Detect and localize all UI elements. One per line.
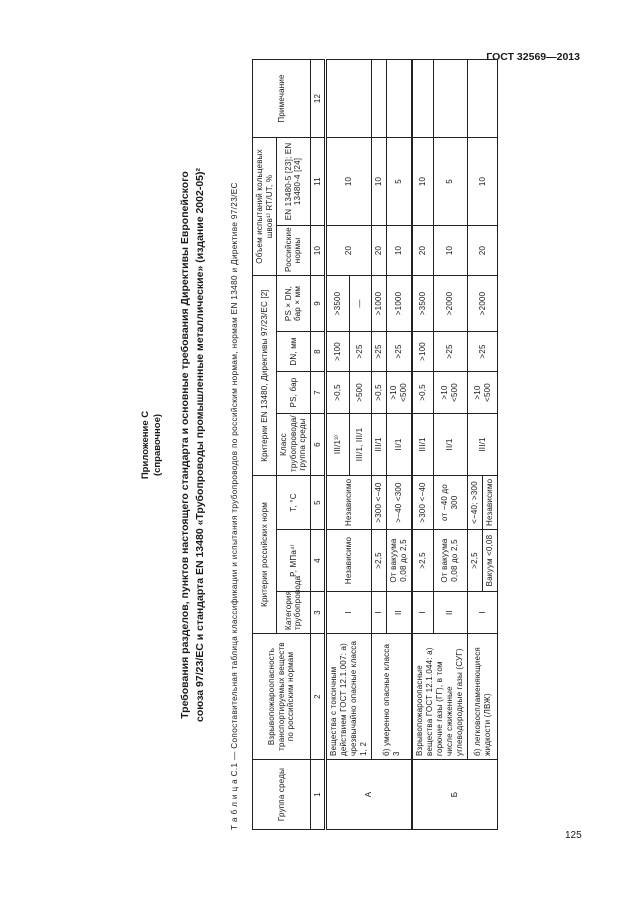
table-row (372, 59, 387, 829)
cell-category: I (326, 592, 372, 634)
appendix-title: Приложение С (140, 410, 151, 480)
cell-hazard: б) умеренно опасные класса 3 (372, 634, 413, 760)
th-ru-norms: Российские нормы (277, 225, 311, 275)
cell-class: III/1³⁾ (326, 413, 350, 475)
cell-ps: >10 <500 (387, 371, 413, 413)
cell-ps: >10 <500 (433, 371, 467, 413)
cell-class: III/1 (468, 413, 498, 475)
cell-class: II/1 (387, 413, 413, 475)
cell-ps-dn: >3500 (412, 275, 433, 331)
cell-pressure: >2,5 (372, 530, 387, 592)
th-group: Группа среды (253, 760, 311, 830)
cell-hazard: Вещества с токсичным действием ГОСТ 12.1.007: а) чрезвычайно опасные класса 1, 2 (326, 634, 372, 760)
cell-dn: >25 (387, 331, 413, 371)
cell-hazard: Взрывопожароопасные вещества ГОСТ 12.1.044: а) горючие газы (ГГ), в том числе сжиженные углеводородные газы (СУГ) (412, 634, 468, 760)
cell-note (387, 59, 413, 137)
document-title-line1: Требования разделов, пунктов настоящего стандарта и основные требования Директивы Европейского (179, 171, 191, 719)
col-index: 11 (310, 137, 326, 225)
col-index: 2 (310, 634, 326, 760)
cell-ps: >0,5 (412, 371, 433, 413)
appendix-heading (140, 60, 164, 830)
cell-temperature: >−40 <300 (387, 475, 413, 529)
table-row (468, 59, 483, 829)
cell-en-volume: 10 (412, 137, 433, 225)
cell-pressure: >2,5 (412, 530, 433, 592)
cell-dn: >25 (433, 331, 467, 371)
cell-ru-volume: 20 (326, 225, 372, 275)
col-index: 12 (310, 59, 326, 137)
cell-ps-dn: >1000 (387, 275, 413, 331)
cell-temperature: >300 <−40 (372, 475, 387, 529)
cell-temperature: Независимо (326, 475, 372, 529)
cell-category: II (387, 592, 413, 634)
th-ps-dn: PS × DN, бар × мм (277, 275, 311, 331)
cell-group: А (326, 760, 413, 830)
column-index-row (310, 59, 326, 829)
cell-ru-volume: 20 (412, 225, 433, 275)
appendix-subtitle: (справочное) (152, 413, 163, 477)
cell-ps: >0,5 (372, 371, 387, 413)
th-class: Класс трубопровода/ группа среды (277, 413, 311, 475)
cell-ru-volume: 10 (387, 225, 413, 275)
cell-group: Б (412, 760, 498, 830)
cell-class: III/1, III/1 (349, 413, 371, 475)
th-en-criteria: Критерии EN 13480, Директивы 97/23/ЕС [2] (253, 275, 277, 475)
cell-category: I (372, 592, 387, 634)
document-title (178, 60, 208, 830)
col-index: 5 (310, 475, 326, 529)
table-row (326, 59, 350, 829)
cell-pressure: От вакуума 0,08 до 2,5 (433, 530, 467, 592)
cell-category: II (433, 592, 467, 634)
cell-temperature: Независимо (483, 475, 498, 529)
col-index: 10 (310, 225, 326, 275)
th-p-mpa: P, МПа⁴⁾ (277, 530, 311, 592)
th-ru-criteria: Критерии российских норм (253, 475, 277, 633)
table-row (412, 59, 433, 829)
col-index: 7 (310, 371, 326, 413)
th-volume: Объем испытаний кольцевых швов¹⁾ RT/UT, % (253, 137, 277, 275)
cell-ps-dn: >1000 (372, 275, 387, 331)
cell-pressure: Вакуум <0,08 (483, 530, 498, 592)
cell-note (326, 59, 372, 137)
col-index: 8 (310, 331, 326, 371)
cell-category: I (412, 592, 433, 634)
cell-note (372, 59, 387, 137)
cell-pressure: >2,5 (468, 530, 483, 592)
col-index: 4 (310, 530, 326, 592)
cell-ps-dn: — (349, 275, 371, 331)
table-caption: Т а б л и ц а С.1 — Сопоставительная таблица классификации и испытания трубопроводов по российским нормам, нормам EN 13480 и Директиве 97/23/ЕС (230, 182, 239, 830)
cell-ps-dn: >2000 (433, 275, 467, 331)
cell-pressure: От вакуума 0,08 до 2,5 (387, 530, 413, 592)
col-index: 3 (310, 592, 326, 634)
standard-header: ГОСТ 32569—2013 (486, 51, 580, 63)
cell-class: II/1 (433, 413, 467, 475)
cell-dn: >100 (412, 331, 433, 371)
cell-en-volume: 5 (433, 137, 467, 225)
th-en-norms: EN 13480-5 [23]; EN 13480-4 [24] (277, 137, 311, 225)
cell-ru-volume: 10 (433, 225, 467, 275)
cell-ps-dn: >2000 (468, 275, 498, 331)
cell-en-volume: 10 (326, 137, 372, 225)
th-note: Примечание (253, 59, 311, 137)
cell-ps: >500 (349, 371, 371, 413)
cell-dn: >25 (349, 331, 371, 371)
cell-class: III/1 (412, 413, 433, 475)
cell-pressure: Независимо (326, 530, 372, 592)
cell-en-volume: 10 (468, 137, 498, 225)
cell-dn: >100 (326, 331, 350, 371)
cell-ps: >0,5 (326, 371, 350, 413)
th-dn-mm: DN, мм (277, 331, 311, 371)
cell-temperature: <−40; >300 (468, 475, 483, 529)
cell-note (412, 59, 433, 137)
cell-ps-dn: >3500 (326, 275, 350, 331)
col-index: 1 (310, 760, 326, 830)
cell-ru-volume: 20 (372, 225, 387, 275)
rotated-content (140, 60, 600, 830)
th-hazard: Взрывопожароопасность транспортируемых веществ по российским нормам (253, 634, 311, 760)
cell-class: III/1 (372, 413, 387, 475)
th-category: Категория трубопровода (277, 592, 311, 634)
cell-note (468, 59, 498, 137)
th-ps-bar: PS, бар (277, 371, 311, 413)
page-number: 125 (565, 830, 582, 841)
cell-temperature: от −40 до 300 (433, 475, 467, 529)
cell-ru-volume: 20 (468, 225, 498, 275)
comparison-table (252, 59, 498, 830)
cell-category: I (468, 592, 498, 634)
cell-en-volume: 5 (387, 137, 413, 225)
cell-dn: >25 (372, 331, 387, 371)
cell-note (433, 59, 467, 137)
cell-ps: >10 <500 (468, 371, 498, 413)
cell-hazard: б) легковоспламеняющиеся жидкости (ЛВЖ) (468, 634, 498, 760)
col-index: 6 (310, 413, 326, 475)
cell-en-volume: 10 (372, 137, 387, 225)
cell-dn: >25 (468, 331, 498, 371)
th-t-c: T, °C (277, 475, 311, 529)
col-index: 9 (310, 275, 326, 331)
cell-temperature: >300 <−40 (412, 475, 433, 529)
document-title-line2: союза 97/23/ЕС и стандарта EN 13480 «Трубопроводы промышленные металлические» (издание 2002-05)² (194, 168, 206, 723)
